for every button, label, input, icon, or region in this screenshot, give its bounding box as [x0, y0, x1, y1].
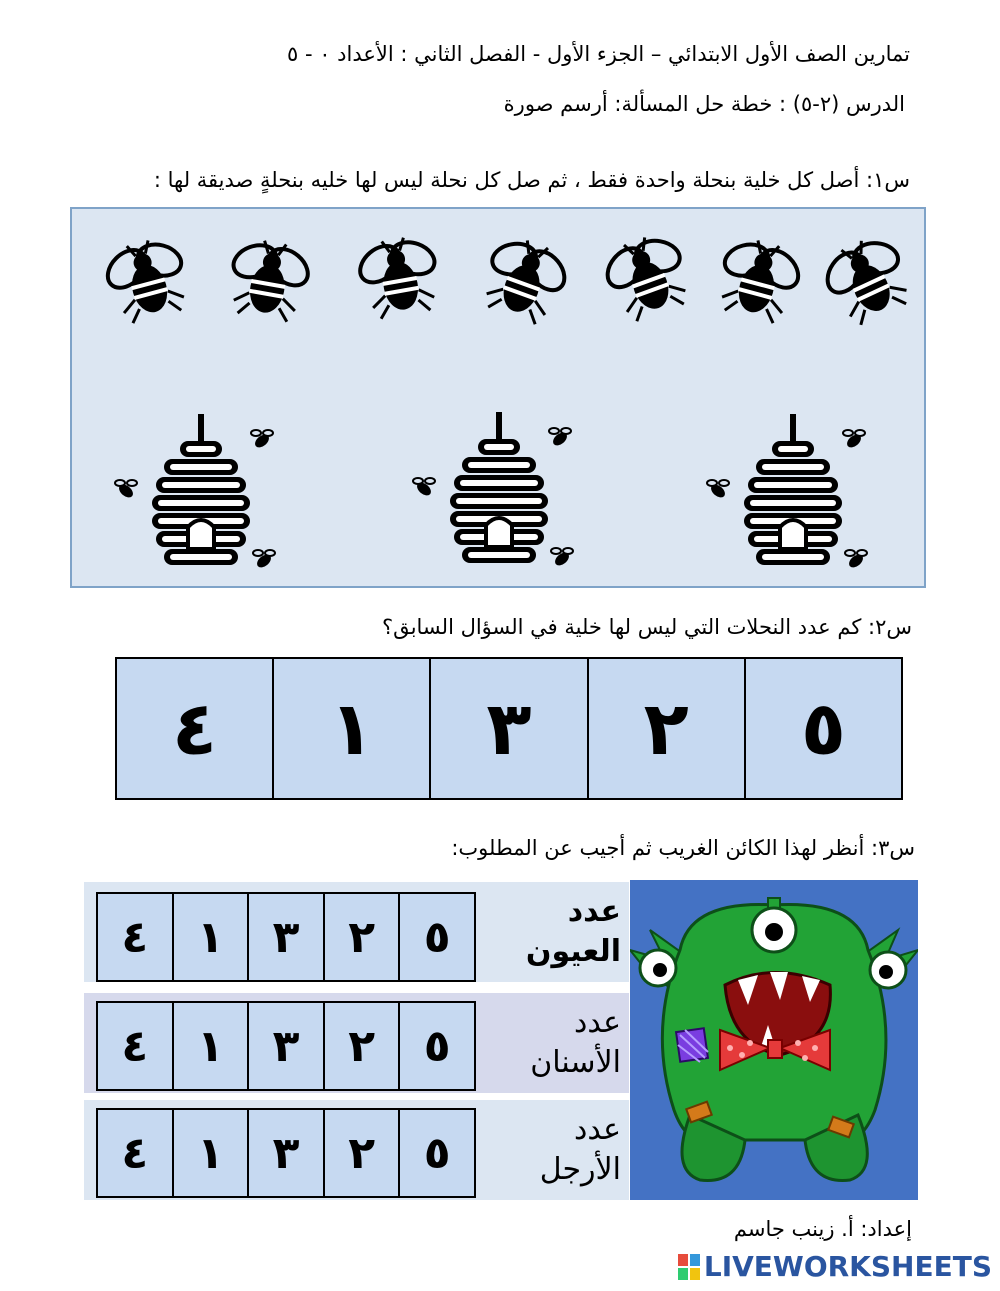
- q3-option[interactable]: ٢: [323, 1110, 399, 1196]
- q3-options: [96, 1108, 476, 1198]
- question-2-options: [115, 657, 903, 800]
- bee-icon[interactable]: [807, 219, 927, 339]
- q3-row-eyes: [84, 882, 629, 982]
- q3-option[interactable]: ٥: [398, 1110, 474, 1196]
- q3-option[interactable]: ١: [172, 1003, 248, 1089]
- question-1-text: س١: أصل كل خلية بنحلة واحدة فقط ، ثم صل كل نحلة ليس لها خليه بنحلةٍ صديقة لها :: [153, 168, 910, 192]
- q3-option[interactable]: ١: [172, 894, 248, 980]
- bee-icon[interactable]: [704, 224, 814, 334]
- logo-text: LIVEWORKSHEETS: [703, 1250, 992, 1283]
- q2-option[interactable]: ٢: [587, 659, 744, 798]
- q3-option[interactable]: ٢: [323, 1003, 399, 1089]
- worksheet-title: تمارين الصف الأول الابتدائي – الجزء الأول - الفصل الثاني : الأعداد ٠ - ٥: [287, 42, 910, 66]
- q3-option[interactable]: ٣: [247, 894, 323, 980]
- beehive-icon[interactable]: [410, 407, 590, 577]
- q2-option[interactable]: ٣: [429, 659, 586, 798]
- q3-option[interactable]: ٤: [98, 1003, 172, 1089]
- bee-icon[interactable]: [589, 218, 704, 333]
- q3-row-label: عدد الأرجل: [539, 1112, 621, 1187]
- q3-option[interactable]: ٤: [98, 894, 172, 980]
- monster-icon: [630, 880, 918, 1200]
- bee-icon[interactable]: [217, 227, 321, 331]
- q3-row-label: عدد الأسنان: [530, 1005, 621, 1080]
- q3-row-legs: [84, 1100, 629, 1200]
- author-credit: إعداد: أ. زينب جاسم: [733, 1217, 912, 1241]
- question-3-text: س٣: أنظر لهذا الكائن الغريب ثم أجيب عن المطلوب:: [451, 836, 915, 860]
- q3-options: [96, 892, 476, 982]
- q3-option[interactable]: ٤: [98, 1110, 172, 1196]
- bee-icon[interactable]: [347, 224, 451, 328]
- q3-option[interactable]: ٣: [247, 1003, 323, 1089]
- q3-option[interactable]: ١: [172, 1110, 248, 1196]
- bee-icon[interactable]: [92, 224, 202, 334]
- bee-icon[interactable]: [467, 221, 582, 336]
- q2-option[interactable]: ٤: [117, 659, 272, 798]
- beehive-icon[interactable]: [112, 409, 292, 579]
- q3-options: [96, 1001, 476, 1091]
- q3-row-label: عدد العيون: [525, 894, 621, 969]
- q2-option[interactable]: ١: [272, 659, 429, 798]
- question-2-text: س٢: كم عدد النحلات التي ليس لها خلية في السؤال السابق؟: [382, 615, 912, 639]
- q3-option[interactable]: ٢: [323, 894, 399, 980]
- liveworksheets-logo[interactable]: [678, 1250, 992, 1283]
- q3-option[interactable]: ٥: [398, 1003, 474, 1089]
- q3-row-teeth: [84, 993, 629, 1093]
- q3-option[interactable]: ٥: [398, 894, 474, 980]
- q2-option[interactable]: ٥: [744, 659, 901, 798]
- bees-and-hives-panel: [70, 207, 926, 588]
- liveworksheets-icon: [678, 1254, 700, 1280]
- q3-option[interactable]: ٣: [247, 1110, 323, 1196]
- monster-illustration: [630, 880, 918, 1200]
- lesson-title: الدرس (٢-٥) : خطة حل المسألة: أرسم صورة: [503, 92, 905, 116]
- beehive-icon[interactable]: [704, 409, 884, 579]
